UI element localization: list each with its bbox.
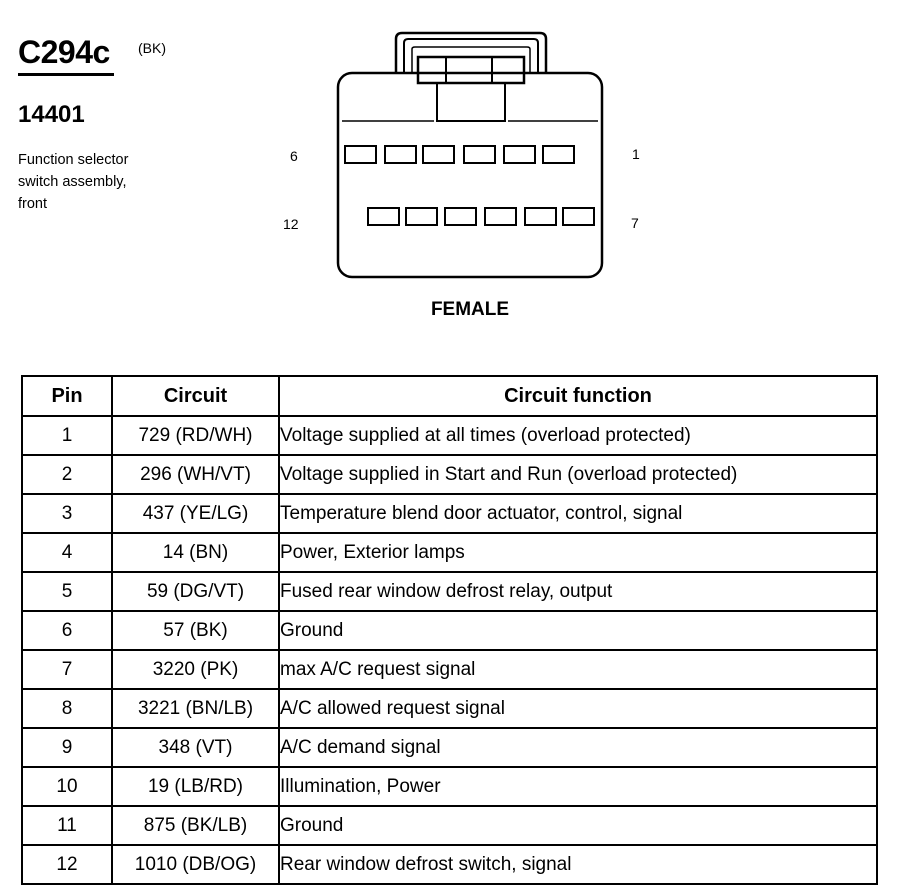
function-cell: Rear window defrost switch, signal bbox=[279, 845, 877, 884]
latch-inner-2 bbox=[412, 47, 530, 73]
pin-label-top-left: 6 bbox=[290, 148, 298, 164]
description-line: Function selector bbox=[18, 152, 129, 168]
circuit-cell: 1010 (DB/OG) bbox=[112, 845, 279, 884]
circuit-cell: 19 (LB/RD) bbox=[112, 767, 279, 806]
pin-cell: 8 bbox=[22, 689, 112, 728]
terminal-cavity bbox=[385, 146, 416, 163]
pin-cell: 5 bbox=[22, 572, 112, 611]
circuit-cell: 57 (BK) bbox=[112, 611, 279, 650]
terminal-cavity bbox=[563, 208, 594, 225]
function-cell: Illumination, Power bbox=[279, 767, 877, 806]
table-row bbox=[22, 650, 877, 689]
latch-window bbox=[418, 57, 524, 83]
pin-cell: 11 bbox=[22, 806, 112, 845]
pin-cell: 9 bbox=[22, 728, 112, 767]
circuit-cell: 875 (BK/LB) bbox=[112, 806, 279, 845]
table-row bbox=[22, 611, 877, 650]
function-cell: Fused rear window defrost relay, output bbox=[279, 572, 877, 611]
pin-cell: 7 bbox=[22, 650, 112, 689]
pin-label-top-right: 1 bbox=[632, 146, 640, 162]
terminal-cavity bbox=[525, 208, 556, 225]
table-row bbox=[22, 689, 877, 728]
pin-cell: 1 bbox=[22, 416, 112, 455]
circuit-cell: 348 (VT) bbox=[112, 728, 279, 767]
connector-face-diagram bbox=[270, 25, 670, 300]
part-number: 14401 bbox=[18, 101, 85, 128]
header-circuit-function: Circuit function bbox=[279, 376, 877, 416]
table-header-row bbox=[22, 376, 877, 416]
pin-cell: 6 bbox=[22, 611, 112, 650]
terminal-cavity bbox=[504, 146, 535, 163]
pin-label-bottom-right: 7 bbox=[631, 215, 639, 231]
function-cell: max A/C request signal bbox=[279, 650, 877, 689]
circuit-cell: 59 (DG/VT) bbox=[112, 572, 279, 611]
table-row bbox=[22, 572, 877, 611]
table-row bbox=[22, 455, 877, 494]
terminal-cavity bbox=[368, 208, 399, 225]
function-cell: Ground bbox=[279, 806, 877, 845]
circuit-cell: 296 (WH/VT) bbox=[112, 455, 279, 494]
terminal-cavity bbox=[485, 208, 516, 225]
pin-cell: 12 bbox=[22, 845, 112, 884]
circuit-cell: 3220 (PK) bbox=[112, 650, 279, 689]
description-line: front bbox=[18, 196, 48, 212]
pin-cell: 4 bbox=[22, 533, 112, 572]
circuit-cell: 14 (BN) bbox=[112, 533, 279, 572]
circuit-cell: 3221 (BN/LB) bbox=[112, 689, 279, 728]
circuit-cell: 437 (YE/LG) bbox=[112, 494, 279, 533]
function-cell: Voltage supplied in Start and Run (overload protected) bbox=[279, 455, 877, 494]
connector-color-code: (BK) bbox=[138, 40, 166, 56]
table-row bbox=[22, 533, 877, 572]
function-cell: Temperature blend door actuator, control, signal bbox=[279, 494, 877, 533]
terminal-cavity bbox=[406, 208, 437, 225]
pin-cell: 3 bbox=[22, 494, 112, 533]
header-pin: Pin bbox=[22, 376, 112, 416]
function-cell: Power, Exterior lamps bbox=[279, 533, 877, 572]
header-circuit: Circuit bbox=[112, 376, 279, 416]
terminal-cavity bbox=[543, 146, 574, 163]
pin-cell: 10 bbox=[22, 767, 112, 806]
description-line: switch assembly, bbox=[18, 174, 127, 190]
function-cell: A/C demand signal bbox=[279, 728, 877, 767]
pin-cell: 2 bbox=[22, 455, 112, 494]
table-row bbox=[22, 728, 877, 767]
table-row bbox=[22, 806, 877, 845]
table-row bbox=[22, 767, 877, 806]
terminal-cavity bbox=[423, 146, 454, 163]
terminal-cavity bbox=[464, 146, 495, 163]
pinout-table bbox=[21, 375, 878, 885]
connector-body bbox=[338, 73, 602, 277]
latch-block bbox=[437, 83, 505, 121]
circuit-cell: 729 (RD/WH) bbox=[112, 416, 279, 455]
function-cell: Ground bbox=[279, 611, 877, 650]
table-row bbox=[22, 416, 877, 455]
terminal-cavity bbox=[345, 146, 376, 163]
connector-gender: FEMALE bbox=[430, 299, 510, 320]
connector-id: C294c bbox=[18, 34, 110, 70]
function-cell: A/C allowed request signal bbox=[279, 689, 877, 728]
table-row bbox=[22, 494, 877, 533]
pin-label-bottom-left: 12 bbox=[283, 216, 299, 232]
table-row bbox=[22, 845, 877, 884]
connector-description bbox=[18, 149, 178, 215]
function-cell: Voltage supplied at all times (overload protected) bbox=[279, 416, 877, 455]
connector-id-underline bbox=[18, 73, 114, 76]
terminal-cavity bbox=[445, 208, 476, 225]
